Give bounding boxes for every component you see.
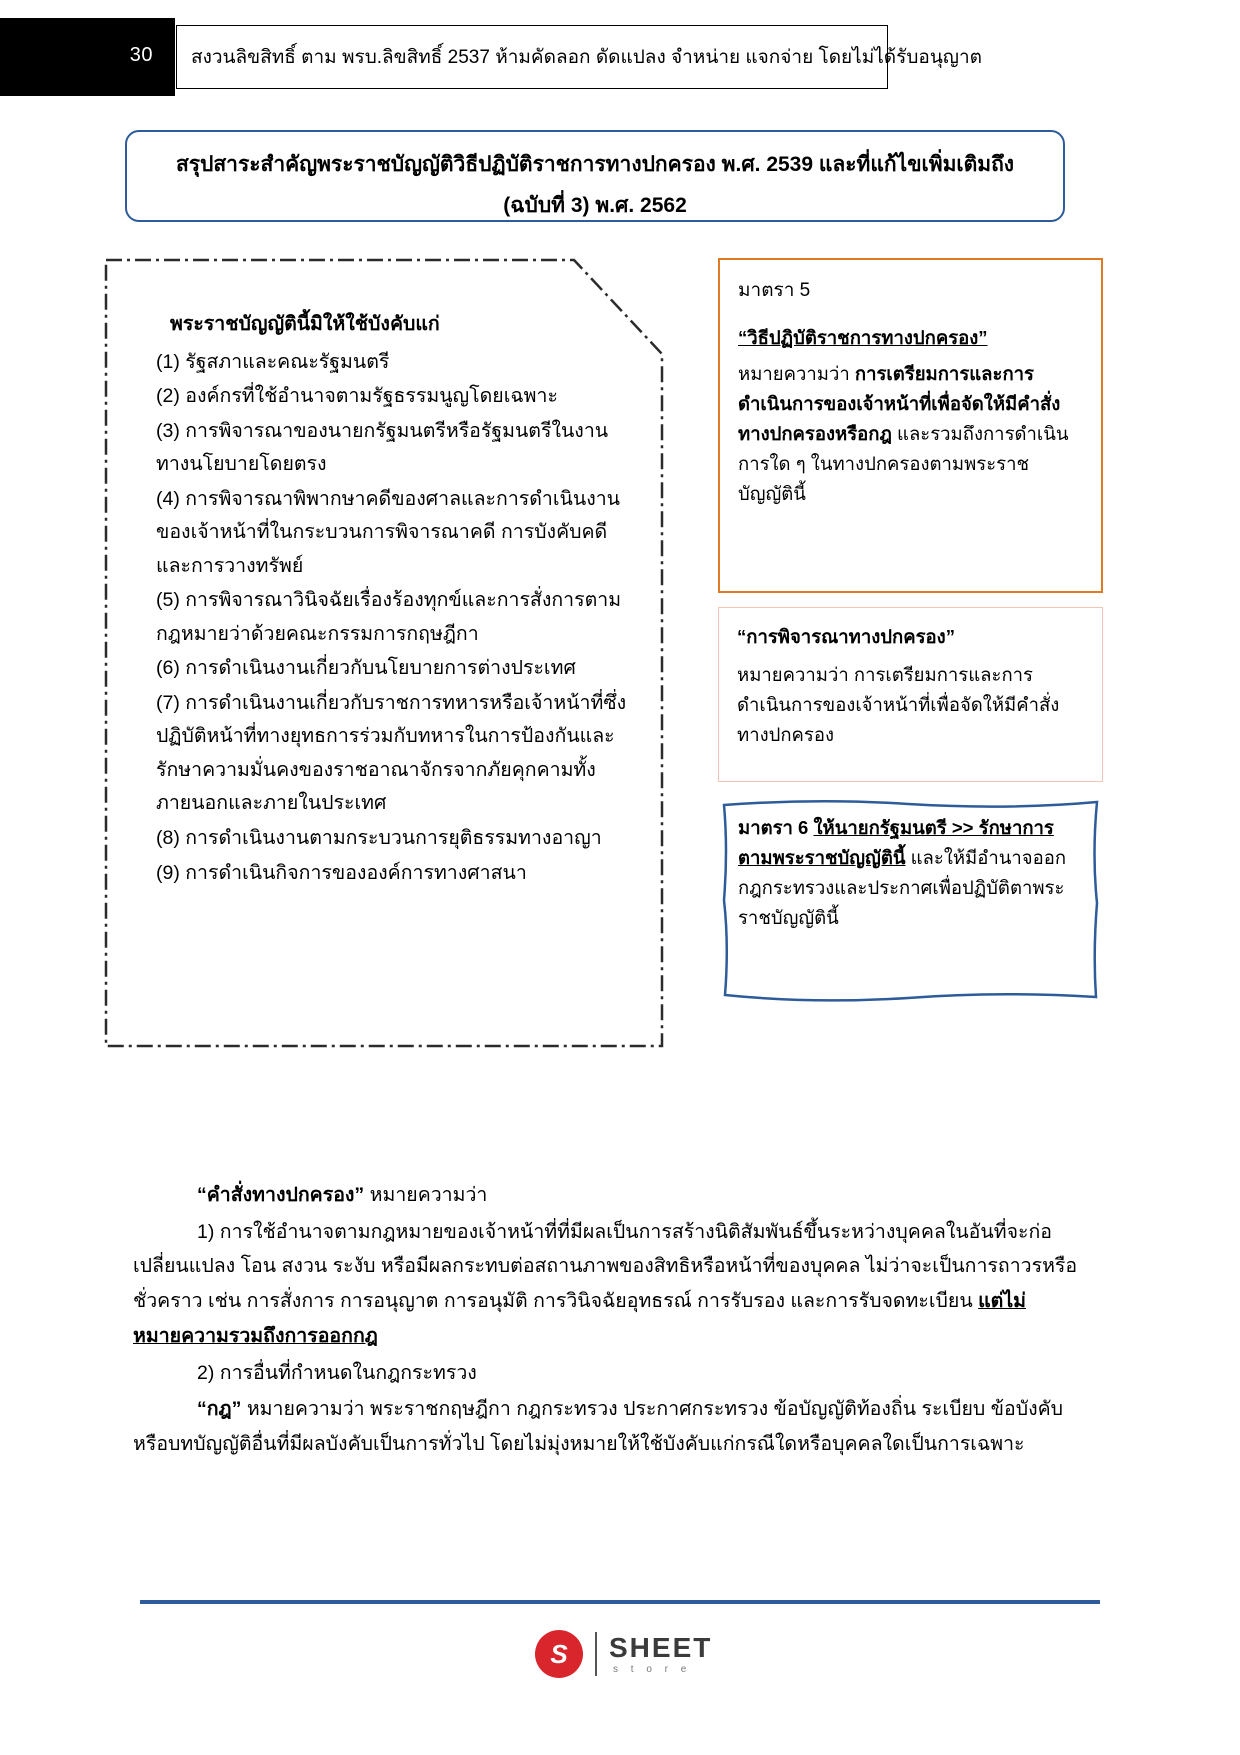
title-line-1: สรุปสาระสำคัญพระราชบัญญัติวิธีปฏิบัติราชการทางปกครอง พ.ศ. 2539 และที่แก้ไขเพิ่มเติมถึง bbox=[175, 153, 1015, 176]
bottom-definitions bbox=[133, 1178, 1093, 1464]
exclusion-item: (4) การพิจารณาพิพากษาคดีของศาลและการดำเนินงานของเจ้าหน้าที่ในกระบวนการพิจารณาคดี การบังคับคดี และการวางทรัพย์ bbox=[156, 487, 621, 577]
administrative-order-term-line bbox=[133, 1178, 1093, 1213]
copyright-text: สงวนลิขสิทธิ์ ตาม พรบ.ลิขสิทธิ์ 2537 ห้ามคัดลอก ดัดแปลง จำหน่าย แจกจ่าย โดยไม่ได้รับอนุญาต bbox=[191, 47, 983, 68]
section-6-rest: และให้มีอำนาจออกกฎกระทรวงและประกาศเพื่อปฏิบัติตาพระราชบัญญัตินี้ bbox=[738, 846, 1067, 928]
exclusion-item: (7) การดำเนินงานเกี่ยวกับราชการทหารหรือเจ้าหน้าที่ซึ่งปฏิบัติหน้าที่ทางยุทธการร่วมกับทหารในการป้องกันและรักษาความมั่นคงของราชอาณาจักรจากภัยคุกคามทั้งภายนอกและภายในประเทศ bbox=[156, 691, 627, 815]
section-5-means-label: หมายความว่า bbox=[738, 362, 855, 384]
exclusion-item: (5) การพิจารณาวินิจฉัยเรื่องร้องทุกข์และการสั่งการตามกฎหมายว่าด้วยคณะกรรมการกฤษฎีกา bbox=[156, 589, 622, 645]
exclusion-item: (3) การพิจารณาของนายกรัฐมนตรีหรือรัฐมนตรีในงานทางนโยบายโดยตรง bbox=[156, 419, 609, 476]
rule-term: “กฎ” bbox=[197, 1398, 242, 1421]
logo-mark-icon: S bbox=[535, 1630, 583, 1678]
section-5-definition-bold: การเตรียมการและการดำเนินการของเจ้าหน้าที่เพื่อจัดให้มีคำสั่งทางปกครองหรือกฎ bbox=[738, 362, 1061, 444]
exclusion-item: (9) การดำเนินกิจการขององค์การทางศาสนา bbox=[156, 861, 527, 884]
section-6-label: มาตรา 6 bbox=[738, 817, 814, 838]
section-6-underlined: ให้นายกรัฐมนตรี >> รักษาการตามพระราชบัญญัตินี้ bbox=[738, 817, 1054, 868]
sheet-store-logo bbox=[535, 1628, 715, 1684]
consideration-term: “การพิจารณาทางปกครอง” bbox=[737, 626, 955, 647]
footer-divider bbox=[140, 1600, 1100, 1604]
exclusion-item: (8) การดำเนินงานตามกระบวนการยุติธรรมทางอาญา bbox=[156, 826, 602, 849]
consideration-text: หมายความว่า การเตรียมการและการดำเนินการของเจ้าหน้าที่เพื่อจัดให้มีคำสั่งทางปกครอง bbox=[737, 663, 1060, 745]
administrative-order-term: “คำสั่งทางปกครอง” bbox=[197, 1184, 365, 1206]
logo-subtext: s t o r e bbox=[613, 1664, 692, 1675]
para-1-underlined: แต่ไม่หมายความรวมถึงการออกกฎ bbox=[133, 1290, 1027, 1347]
logo-divider bbox=[595, 1632, 597, 1676]
section-6-box bbox=[718, 795, 1103, 1005]
administrative-consideration-box bbox=[718, 607, 1103, 782]
title-line-2: (ฉบับที่ 3) พ.ศ. 2562 bbox=[503, 194, 687, 217]
exclusion-item: (1) รัฐสภาและคณะรัฐมนตรี bbox=[156, 350, 390, 373]
section-5-term: “วิธีปฏิบัติราชการทางปกครอง” bbox=[738, 326, 988, 348]
para-1-text: 1) การใช้อำนาจตามกฎหมายของเจ้าหน้าที่ที่มีผลเป็นการสร้างนิติสัมพันธ์ขึ้นระหว่างบุคคลในอันที่จะก่อ เปลี่ยนแปลง โอน สงวน ระงับ หรือมีผลกระทบต่อสถานภาพของสิทธิหรือหน้าที่ของบุคคล ไม่ว่าจะเป็นการถาวรหรือชั่วคราว เช่น การสั่งการ การอนุญาต การอนุมัติ การวินิจฉัยอุทธรณ์ การรับรอง และการรับจดทะเบียน bbox=[133, 1220, 1078, 1313]
copyright-header bbox=[176, 25, 983, 89]
administrative-order-para-1 bbox=[133, 1215, 1093, 1354]
exclusion-item: (2) องค์กรที่ใช้อำนาจตามรัฐธรรมนูญโดยเฉพาะ bbox=[156, 385, 558, 408]
rule-definition-para bbox=[133, 1392, 1093, 1461]
section-5-label: มาตรา 5 bbox=[738, 280, 811, 301]
administrative-order-means: หมายความว่า bbox=[364, 1184, 488, 1206]
document-title-box bbox=[125, 130, 1065, 222]
page-number: 30 bbox=[129, 44, 153, 66]
logo-wordmark: SHEET bbox=[609, 1632, 713, 1663]
page-number-badge bbox=[0, 18, 175, 96]
exclusions-panel bbox=[104, 258, 664, 1048]
rule-definition-text: หมายความว่า พระราชกฤษฎีกา กฎกระทรวง ประกาศกระทรวง ข้อบัญญัติท้องถิ่น ระเบียบ ข้อบังคับ หรือบทบัญญัติอื่นที่มีผลบังคับเป็นการทั่วไป โดยไม่มุ่งหมายให้ใช้บังคับแก่กรณีใดหรือบุคคลใดเป็นการเฉพาะ bbox=[133, 1398, 1064, 1455]
administrative-order-para-2: 2) การอื่นที่กำหนดในกฎกระทรวง bbox=[197, 1361, 477, 1384]
section-5-definition-rest: และรวมถึงการดำเนินการใด ๆ ในทางปกครองตามพระราชบัญญัตินี้ bbox=[738, 422, 1069, 504]
exclusions-heading: พระราชบัญญัตินี้มิให้ใช้บังคับแก่ bbox=[170, 313, 440, 335]
section-5-box bbox=[718, 258, 1103, 593]
exclusion-item: (6) การดำเนินงานเกี่ยวกับนโยบายการต่างประเทศ bbox=[156, 657, 576, 680]
